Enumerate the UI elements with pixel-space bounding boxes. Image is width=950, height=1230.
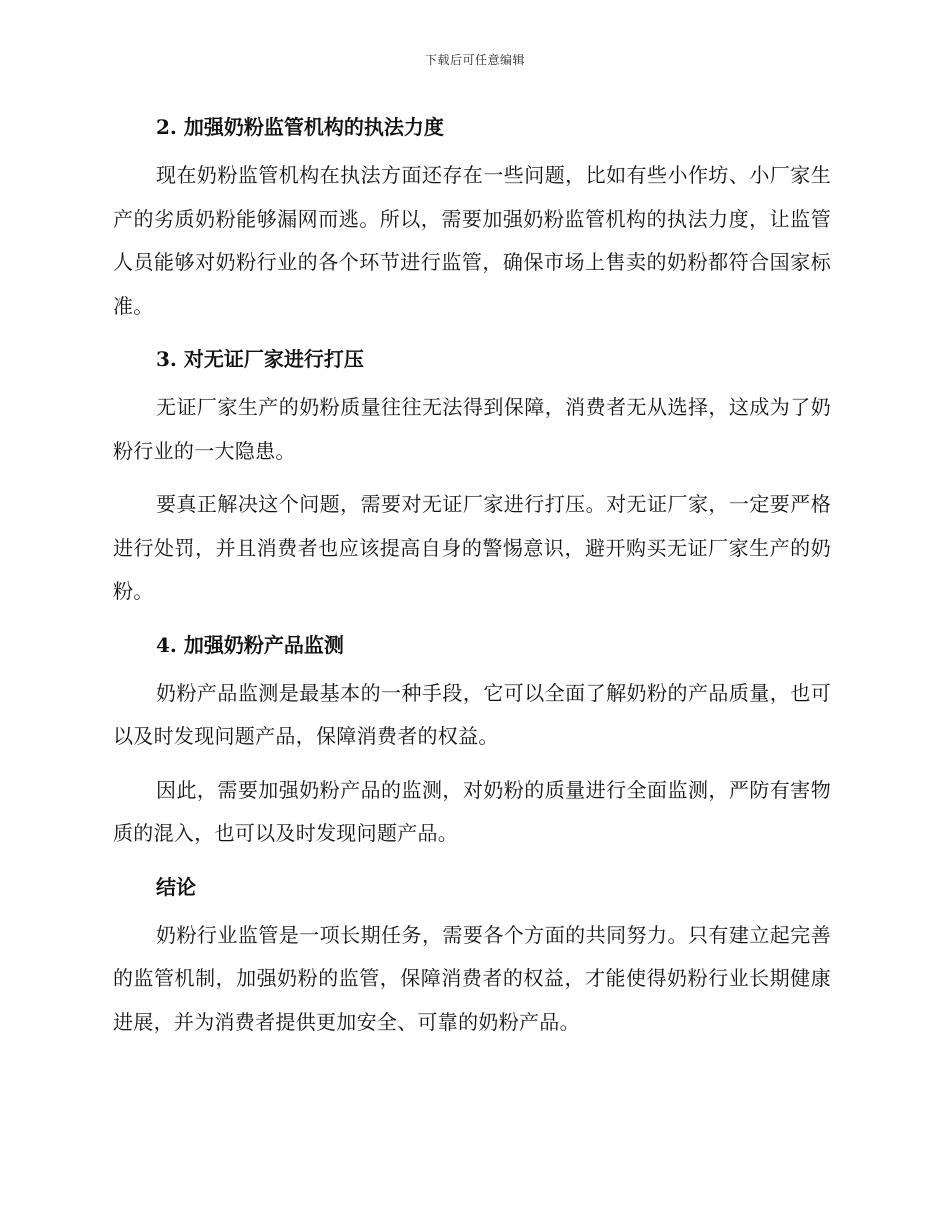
section-unlicensed-manufacturers — [113, 342, 831, 614]
paragraph: 无证厂家生产的奶粉质量往往无法得到保障，消费者无从选择，这成为了奶粉行业的一大隐患。 — [113, 395, 831, 463]
section-heading: 2. 加强奶粉监管机构的执法力度 — [156, 115, 444, 139]
document-body — [113, 110, 831, 1054]
section-enforcement — [113, 110, 831, 328]
paragraph: 现在奶粉监管机构在执法方面还存在一些问题，比如有些小作坊、小厂家生产的劣质奶粉能够漏网而逃。所以，需要加强奶粉监管机构的执法力度，让监管人员能够对奶粉行业的各个环节进行监管，确保市场上售卖的奶粉都符合国家标准。 — [113, 163, 831, 318]
paragraph: 要真正解决这个问题，需要对无证厂家进行打压。对无证厂家，一定要严格进行处罚，并且消费者也应该提高自身的警惕意识，避开购买无证厂家生产的奶粉。 — [113, 492, 831, 603]
section-heading: 3. 对无证厂家进行打压 — [156, 347, 364, 371]
section-conclusion — [113, 870, 831, 1045]
section-product-monitoring — [113, 628, 831, 856]
page-header: 下载后可任意编辑 — [424, 53, 525, 67]
section-heading: 4. 加强奶粉产品监测 — [156, 632, 344, 657]
paragraph: 奶粉行业监管是一项长期任务，需要各个方面的共同努力。只有建立起完善的监管机制，加强奶粉的监管，保障消费者的权益，才能使得奶粉行业长期健康进展，并为消费者提供更加安全、可靠的奶粉产品。 — [113, 922, 831, 1034]
paragraph: 奶粉产品监测是最基本的一种手段，它可以全面了解奶粉的产品质量，也可以及时发现问题产品，保障消费者的权益。 — [113, 680, 831, 748]
paragraph: 因此，需要加强奶粉产品的监测，对奶粉的质量进行全面监测，严防有害物质的混入，也可以及时发现问题产品。 — [113, 777, 831, 845]
section-heading: 结论 — [156, 874, 196, 899]
